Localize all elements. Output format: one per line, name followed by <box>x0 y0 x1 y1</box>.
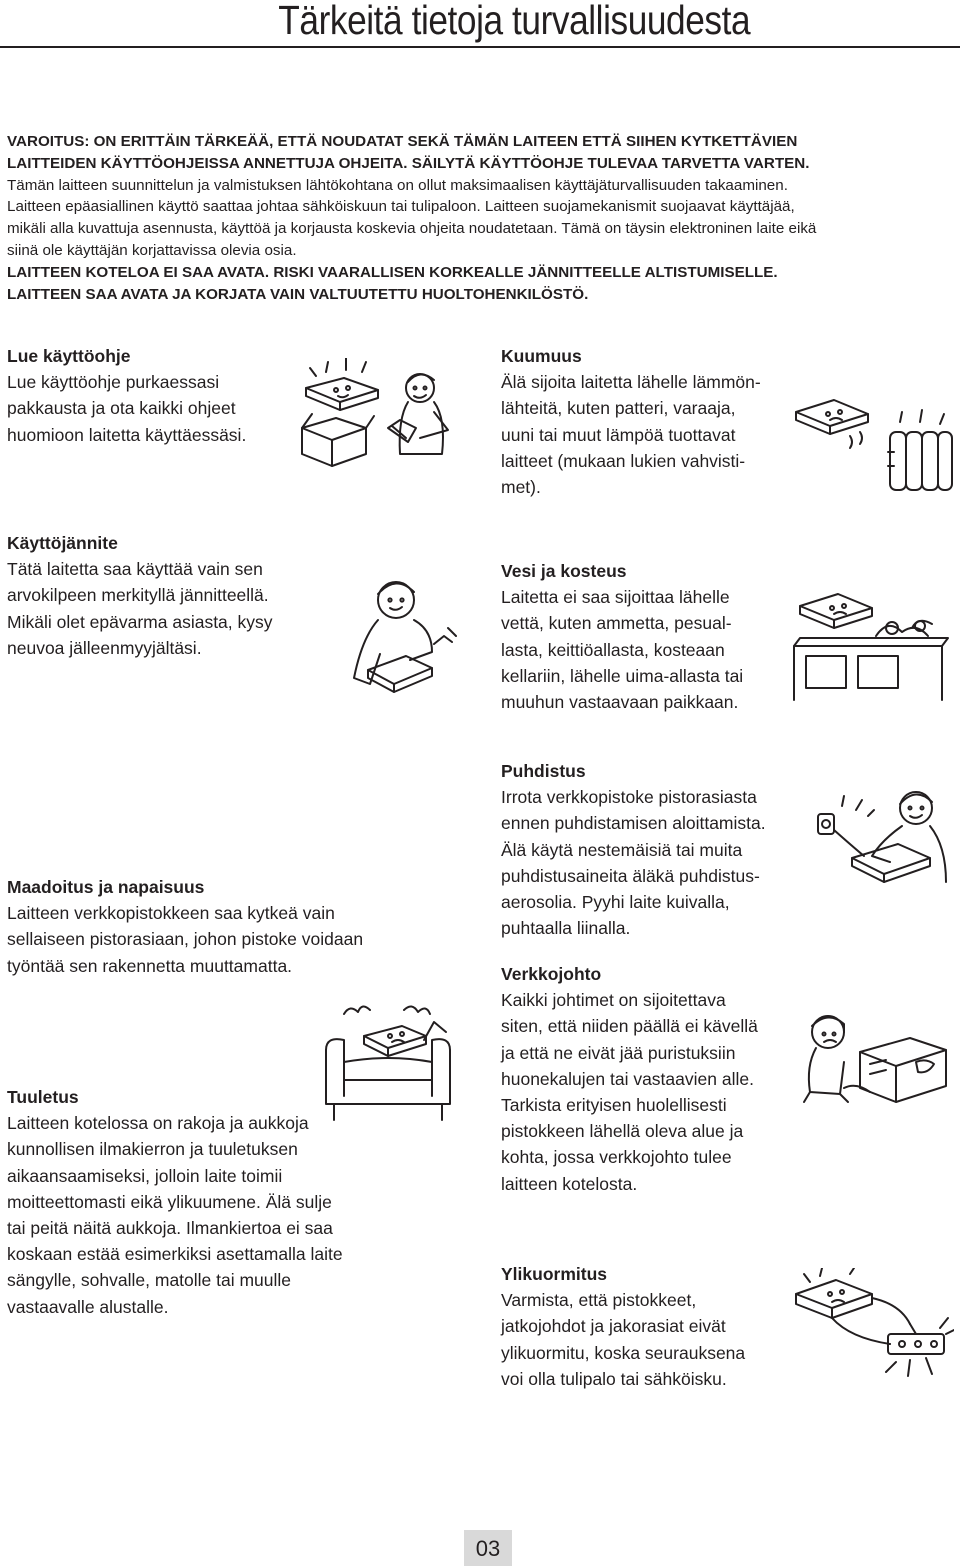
section-line: kohta, jossa verkkojohto tulee <box>501 1147 732 1168</box>
section-grounding <box>7 874 363 979</box>
section-heading: Tuuletus <box>7 1087 79 1107</box>
section-line: sellaiseen pistorasiaan, johon pistoke voidaan <box>7 929 364 950</box>
section-line: koskaan estää esimerkiksi asettamalla laite <box>7 1244 343 1265</box>
section-line: puhdistusaineita äläkä puhdistus- <box>501 865 760 886</box>
sink-water-illustration <box>792 588 954 704</box>
section-heading: Käyttöjännite <box>7 533 118 553</box>
section-line: Älä sijoita laitetta lähelle lämmön- <box>501 372 761 393</box>
warning-line: siinä ole käyttäjän korjattavissa olevia osia. <box>7 241 297 259</box>
reading-manual-illustration <box>296 358 462 468</box>
section-heading: Puhdistus <box>501 761 586 781</box>
overload-illustration <box>790 1268 954 1384</box>
section-line: pistokkeen lähellä oleva alue ja <box>501 1121 744 1142</box>
section-line: jatkojohdot ja jakorasiat eivät <box>501 1316 726 1337</box>
section-read-manual <box>7 343 246 448</box>
section-line: ennen puhdistamisen aloittamista. <box>501 813 766 834</box>
section-line: Laitteen kotelossa on rakoja ja aukkoja <box>7 1113 309 1134</box>
power-cord-illustration <box>800 1002 952 1106</box>
section-line: moitteettomasti eikä ylikuumene. Älä sulje <box>7 1191 332 1212</box>
warning-line: LAITTEEN KOTELOA EI SAA AVATA. RISKI VAARALLISEN KORKEALLE JÄNNITTEELLE ALTISTUMISELLE. <box>7 263 778 281</box>
section-line: neuvoa jälleenmyyjältäsi. <box>7 637 202 658</box>
heater-illustration <box>790 392 956 502</box>
section-power-cord <box>501 961 758 1197</box>
section-water <box>501 558 743 715</box>
section-heading: Kuumuus <box>501 346 582 366</box>
safety-warning <box>7 131 937 305</box>
section-line: met). <box>501 477 541 498</box>
warning-line: Laitteen epäasiallinen käyttö saattaa johtaa sähköiskuun tai tulipaloon. Laitteen suojamekanismit suojaavat käyttäjää, <box>7 198 795 216</box>
section-line: aerosolia. Pyyhi laite kuivalla, <box>501 892 730 913</box>
section-line: kunnollisen ilmakierron ja tuuletuksen <box>7 1139 298 1160</box>
section-line: tai peitä näitä aukkoja. Ilmankiertoa ei saa <box>7 1218 333 1239</box>
section-voltage <box>7 530 273 661</box>
section-line: vettä, kuten ammetta, pesual- <box>501 613 732 634</box>
section-line: Varmista, että pistokkeet, <box>501 1290 697 1311</box>
section-line: Irrota verkkopistoke pistorasiasta <box>501 787 757 808</box>
section-line: vastaavalle alustalle. <box>7 1296 169 1317</box>
section-line: ja että ne eivät jää puristuksiin <box>501 1042 736 1063</box>
cleaning-illustration <box>812 786 956 890</box>
section-line: huomioon laitetta käyttäessäsi. <box>7 424 247 445</box>
section-overload <box>501 1261 745 1392</box>
warning-line: LAITTEEN SAA AVATA JA KORJATA VAIN VALTUUTETTU HUOLTOHENKILÖSTÖ. <box>7 285 589 303</box>
section-line: puhtaalla liinalla. <box>501 918 631 939</box>
section-line: siten, että niiden päällä ei kävellä <box>501 1016 758 1037</box>
warning-line: Tämän laitteen suunnittelun ja valmistuksen lähtökohtana on ollut maksimaalisen käyttäjäturvallisuuden takaaminen. <box>7 176 788 194</box>
section-line: Tätä laitetta saa käyttää vain sen <box>7 559 263 580</box>
section-line: ylikuormitu, koska seurauksena <box>501 1342 746 1363</box>
section-line: arvokilpeen merkityllä jännitteellä. <box>7 585 269 606</box>
section-line: Älä käytä nestemäisiä tai muita <box>501 839 743 860</box>
warning-line: mikäli alla kuvattuja asennusta, käyttöä ja korjausta koskevia ohjeita noudatetaan. Tämä on täysin elektroninen laite eikä <box>7 220 817 238</box>
section-line: huonekalujen tai vastaavien alle. <box>501 1068 754 1089</box>
section-line: Mikäli olet epävarma asiasta, kysy <box>7 611 273 632</box>
section-heading: Lue käyttöohje <box>7 346 131 366</box>
section-line: Kaikki johtimet on sijoitettava <box>501 990 726 1011</box>
warning-line: LAITTEIDEN KÄYTTÖOHJEISSA ANNETTUJA OHJEITA. SÄILYTÄ KÄYTTÖOHJE TULEVAA TARVETTA VARTEN. <box>7 154 810 172</box>
section-line: Tarkista erityisen huolellisesti <box>501 1095 727 1116</box>
section-heading: Verkkojohto <box>501 964 602 984</box>
section-line: voi olla tulipalo tai sähköisku. <box>501 1368 727 1389</box>
voltage-check-illustration <box>348 574 466 704</box>
section-line: laitteen kotelosta. <box>501 1173 638 1194</box>
section-line: Laitteen verkkopistokkeen saa kytkeä vain <box>7 903 335 924</box>
warning-line: VAROITUS: ON ERITTÄIN TÄRKEÄÄ, ETTÄ NOUDATAT SEKÄ TÄMÄN LAITEEN ETTÄ SIIHEN KYTKETTÄVIEN <box>7 133 798 150</box>
section-line: lähteitä, kuten patteri, varaaja, <box>501 398 736 419</box>
section-ventilation <box>7 1084 343 1320</box>
section-cleaning <box>501 758 766 941</box>
section-line: uuni tai muut lämpöä tuottavat <box>501 424 736 445</box>
section-heading: Vesi ja kosteus <box>501 561 627 581</box>
section-line: sängylle, sohvalle, matolle tai muulle <box>7 1270 292 1291</box>
section-heading: Maadoitus ja napaisuus <box>7 877 205 897</box>
section-heat <box>501 343 761 500</box>
section-line: kellariin, lähelle uima-allasta tai <box>501 665 744 686</box>
page-title: Tärkeitä tietoja turvallisuudesta <box>278 0 751 43</box>
section-line: aikaansaamiseksi, jolloin laite toimii <box>7 1165 283 1186</box>
section-line: pakkausta ja ota kaikki ohjeet <box>7 398 236 419</box>
page-number: 03 <box>475 1536 501 1561</box>
section-heading: Ylikuormitus <box>501 1264 607 1284</box>
title-rule <box>0 46 960 48</box>
section-line: Laitetta ei saa sijoittaa lähelle <box>501 587 730 608</box>
section-line: laitteet (mukaan lukien vahvisti- <box>501 450 746 471</box>
section-line: lasta, keittiöallasta, kosteaan <box>501 639 725 660</box>
section-line: Lue käyttöohje purkaessasi <box>7 372 220 393</box>
section-line: muuhun vastaavaan paikkaan. <box>501 692 739 713</box>
section-line: työntää sen rakennetta muuttamatta. <box>7 955 293 976</box>
